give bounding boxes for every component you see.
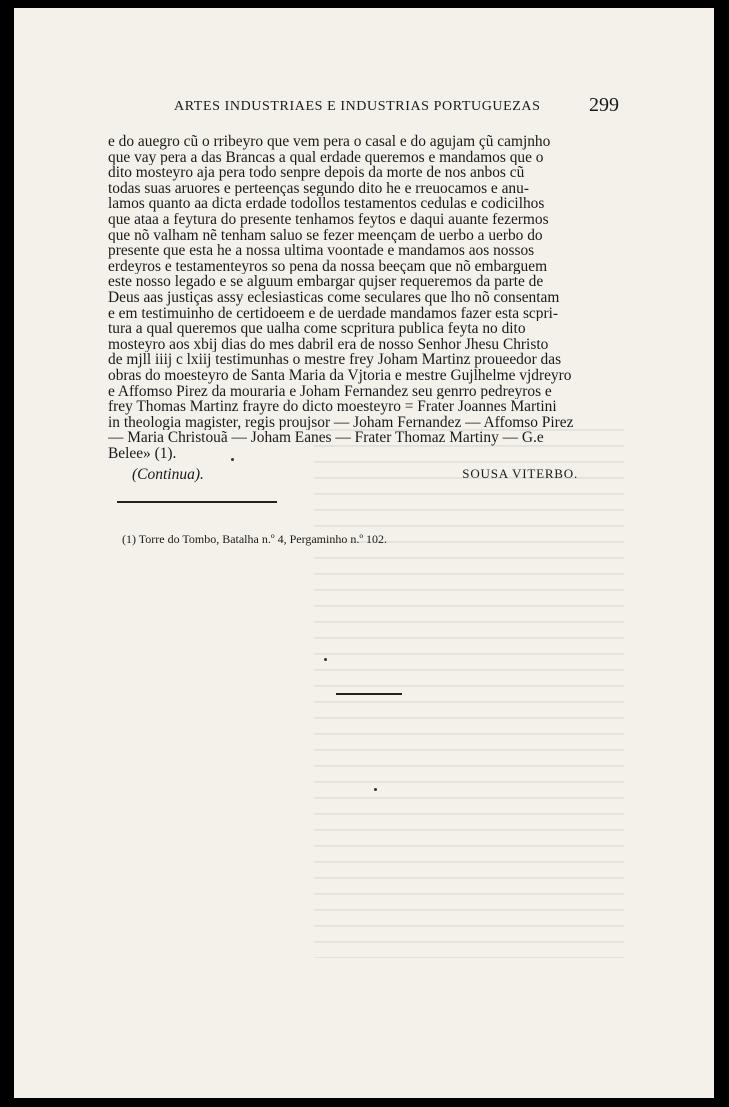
text-line: e do auegro cũ o rribeyro que vem pera o casal e do agujam çũ camjnho [108,134,551,150]
ink-speck [231,458,234,461]
page-header [174,94,619,120]
text-line: este nosso legado e se alguum embargar qujser requeremos da parte de [108,274,544,290]
text-line: mosteyro aos xbij dias do mes dabril era de nosso Senhor Jhesu Christo [108,336,549,353]
text-line: tura a qual queremos que ualha come scpritura publica feyta no dito [108,321,526,337]
text-line: — Maria Christouã — Joham Eanes — Frater Thomaz Martiny — G.e [108,430,544,446]
text-line: de mjll iiij c lxiij testimunhas o mestre frey Joham Martinz proueedor das [108,352,562,368]
text-line: erdeyros e testamenteyros so pena da nossa beeçam que nõ embarguem [108,258,548,275]
text-line: que ataa a feytura do presente tenhamos feytos e daqui auante fezermos [108,211,549,228]
text-line: frey Thomas Martinz frayre do dicto moesteyro = Frater Joannes Martini [108,399,557,415]
section-rule [336,693,402,695]
book-page [14,8,714,1098]
text-line: todas suas aruores e perteenças segundo dito he e rreuocamos e anu- [108,180,529,197]
footnote: (1) Torre do Tombo, Batalha n.º 4, Pergaminho n.º 102. [122,532,388,546]
text-line: obras do moesteyro de Santa Maria da Vjtoria e mestre Gujlhelme vjdreyro [108,367,572,384]
text-line: que vay pera a das Brancas a qual erdade queremos e mandamos que o [108,149,544,166]
text-line: Belee» (1). [108,445,177,462]
text-line: e em testimuinho de certidoeem e de uerdade mandamos fazer esta scpri- [108,305,558,322]
text-line: dito mosteyro aja pera todo senpre depois da morte de nos anbos cũ [108,165,525,181]
show-through-bleed [314,418,624,958]
body-text [108,134,586,461]
running-title: ARTES INDUSTRIAES E INDUSTRIAS PORTUGUEZAS [174,99,541,114]
continua-label: (Continua). [132,466,204,483]
ink-speck [374,788,377,791]
text-line: e Affomso Pirez da mouraria e Joham Fernandez seu genrro pedreyros e [108,383,552,400]
text-line: que nõ valham nẽ tenham saluo se fezer meençam de uerbo a uerbo do [108,227,543,244]
ink-speck [324,658,327,661]
page-number: 299 [589,94,619,116]
text-line: presente que esta he a nossa ultima voontade e mandamos aos nossos [108,243,535,259]
signature-row [132,466,578,486]
text-line: in theologia magister, regis proujsor — Joham Fernandez — Affomso Pirez [108,414,574,431]
author-signature: SOUSA VITERBO. [462,466,578,481]
text-line: Deus aas justiças assy eclesiasticas come seculares que lho nõ consentam [108,289,560,306]
text-line: lamos quanto aa dicta erdade todollos testamentos cedulas e codicilhos [108,196,545,212]
footnote-rule [117,501,277,503]
